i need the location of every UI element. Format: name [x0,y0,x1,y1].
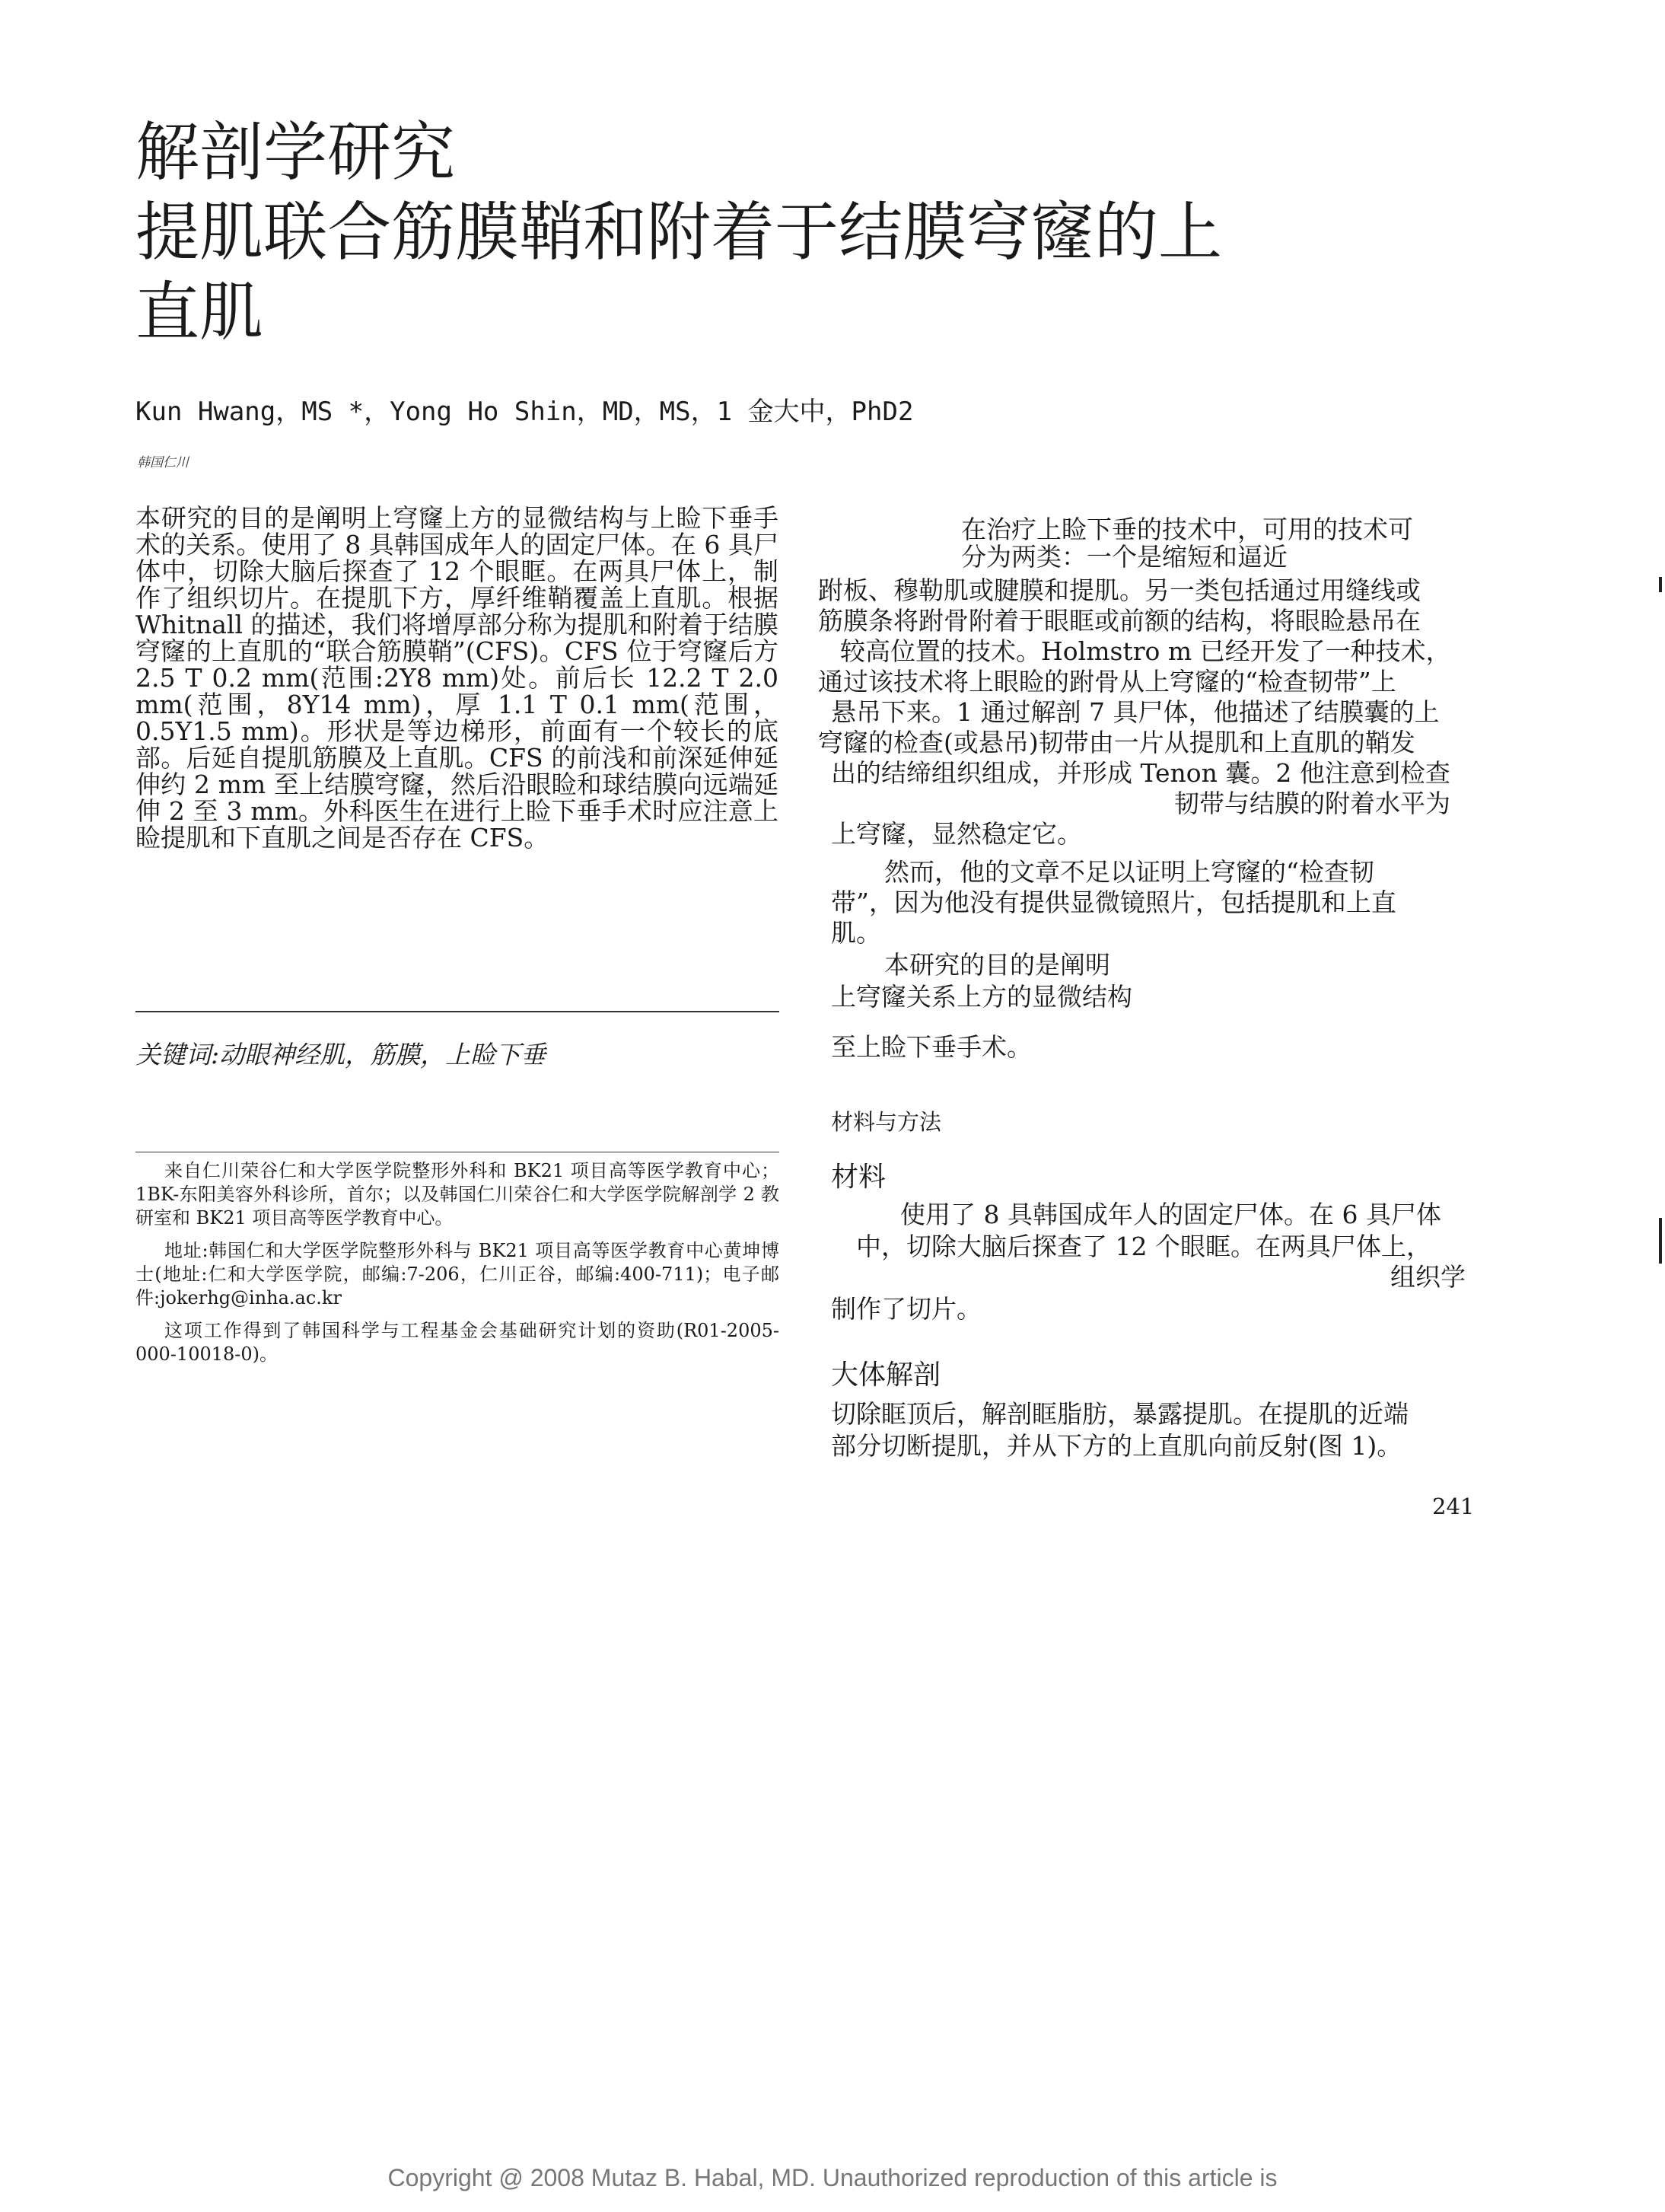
intro-line: 穹窿的检查(或悬吊)韧带由一片从提肌和上直肌的鞘发 [818,728,1415,757]
materials-line: 使用了 8 具韩国成年人的固定尸体。在 6 具尸体 [900,1200,1441,1229]
intro-line: 至上睑下垂手术。 [831,1032,1032,1062]
intro-line: 然而，他的文章不足以证明上穹窿的“检查韧 [884,857,1374,887]
abstract-text: 本研究的目的是阐明上穹窿上方的显微结构与上睑下垂手术的关系。使用了 8 具韩国成年人的固定尸体。在 6 具尸体中，切除大脑后探查了 12 个眼眶。在两具尸体上，制作了组织切片。在提肌下方，厚纤维鞘覆盖上直肌。根据 Whitnall 的描述，我们将增厚部分称为提肌和附着于结膜穹窿的上直肌的“联合筋膜鞘”(CFS)。CFS 位于穹窿后方 2.5 T 0.2 mm(范围:2Y8 mm)处。前后长 12.2 T 2.0 mm(范围，8Y14 mm)，厚 1.1 T 0.1 mm(范围，0.5Y1.5 mm)。形状是等边梯形，前面有一个较长的底部。后延自提肌筋膜及上直肌。CFS 的前浅和前深延伸延伸约 2 mm 至上结膜穹窿，然后沿眼睑和球结膜向远端延伸 2 至 3 mm。外科医生在进行上睑下垂手术时应注意上睑提肌和下直肌之间是否存在 CFS。 [135,503,778,853]
gross-dissection-line: 部分切断提肌，并从下方的上直肌向前反射(图 1)。 [831,1431,1402,1461]
article-title-line-1: 提肌联合筋膜鞘和附着于结膜穹窿的上 [135,195,1223,269]
intro-line: 悬吊下来。1 通过解剖 7 具尸体，他描述了结膜囊的上 [831,697,1440,727]
copyright-notice: Copyright @ 2008 Mutaz B. Habal, MD. Unauthorized reproduction of this article is [387,2164,1278,2191]
intro-line: 韧带与结膜的附着水平为 [1174,789,1450,818]
materials-line: 组织学 [1390,1262,1466,1292]
intro-line: 上穹窿，显然稳定它。 [831,819,1082,849]
intro-line: 带”，因为他没有提供显微镜照片，包括提肌和上直 [831,888,1396,917]
gross-dissection-subheading: 大体解剖 [831,1359,941,1391]
intro-line: 通过该技术将上眼睑的跗骨从上穹窿的“检查韧带”上 [818,667,1396,696]
materials-line: 制作了切片。 [831,1294,982,1324]
author-list: Kun Hwang，MS *，Yong Ho Shin，MD，MS，1 金大中，PhD2 [135,397,914,427]
materials-subheading: 材料 [831,1162,887,1193]
intro-line: 筋膜条将跗骨附着于眼眶或前额的结构，将眼睑悬吊在 [818,606,1421,636]
intro-line: 本研究的目的是阐明 [884,950,1110,980]
section-label: 解剖学研究 [135,115,456,190]
intro-line: 分为两类：一个是缩短和逼近 [961,542,1288,572]
footnote-address: 地址:韩国仁和大学医学院整形外科与 BK21 项目高等医学教育中心黄坤博士(地址:仁和大学医学院，邮编:7-206，仁川正谷，邮编:400-711)；电子邮件:jokerhg@inha.ac.kr [135,1240,779,1308]
methods-heading: 材料与方法 [831,1109,942,1135]
scan-edge-mark [1659,1218,1662,1264]
page-number: 241 [1432,1493,1475,1519]
footnote-affiliations: 来自仁川荣谷仁和大学医学院整形外科和 BK21 项目高等医学教育中心；1BK-东阳美容外科诊所，首尔；以及韩国仁川荣谷仁和大学医学院解剖学 2 教研室和 BK21 项目高等医学教育中心。 [135,1160,779,1229]
intro-line: 在治疗上睑下垂的技术中，可用的技术可 [961,515,1413,544]
intro-line: 上穹窿关系上方的显微结构 [831,982,1132,1012]
abstract-divider [135,1011,779,1012]
intro-line: 出的结缔组织组成，并形成 Tenon 囊。2 他注意到检查 [831,758,1450,788]
affiliation-location: 韩国仁川 [137,455,189,470]
intro-line: 跗板、穆勒肌或腱膜和提肌。另一类包括通过用缝线或 [818,575,1421,605]
scan-edge-mark [1659,577,1662,592]
materials-line: 中，切除大脑后探查了 12 个眼眶。在两具尸体上， [856,1232,1431,1261]
intro-line: 较高位置的技术。Holmstro m 已经开发了一种技术， [840,636,1451,666]
article-title-line-2: 直肌 [135,275,264,349]
footnote-funding: 这项工作得到了韩国科学与工程基金会基础研究计划的资助(R01-2005-000-10018-0)。 [135,1320,779,1365]
intro-line: 肌。 [831,918,881,948]
keywords: 关键词:动眼神经肌，筋膜，上睑下垂 [135,1040,546,1069]
gross-dissection-line: 切除眶顶后，解剖眶脂肪，暴露提肌。在提肌的近端 [831,1399,1409,1429]
